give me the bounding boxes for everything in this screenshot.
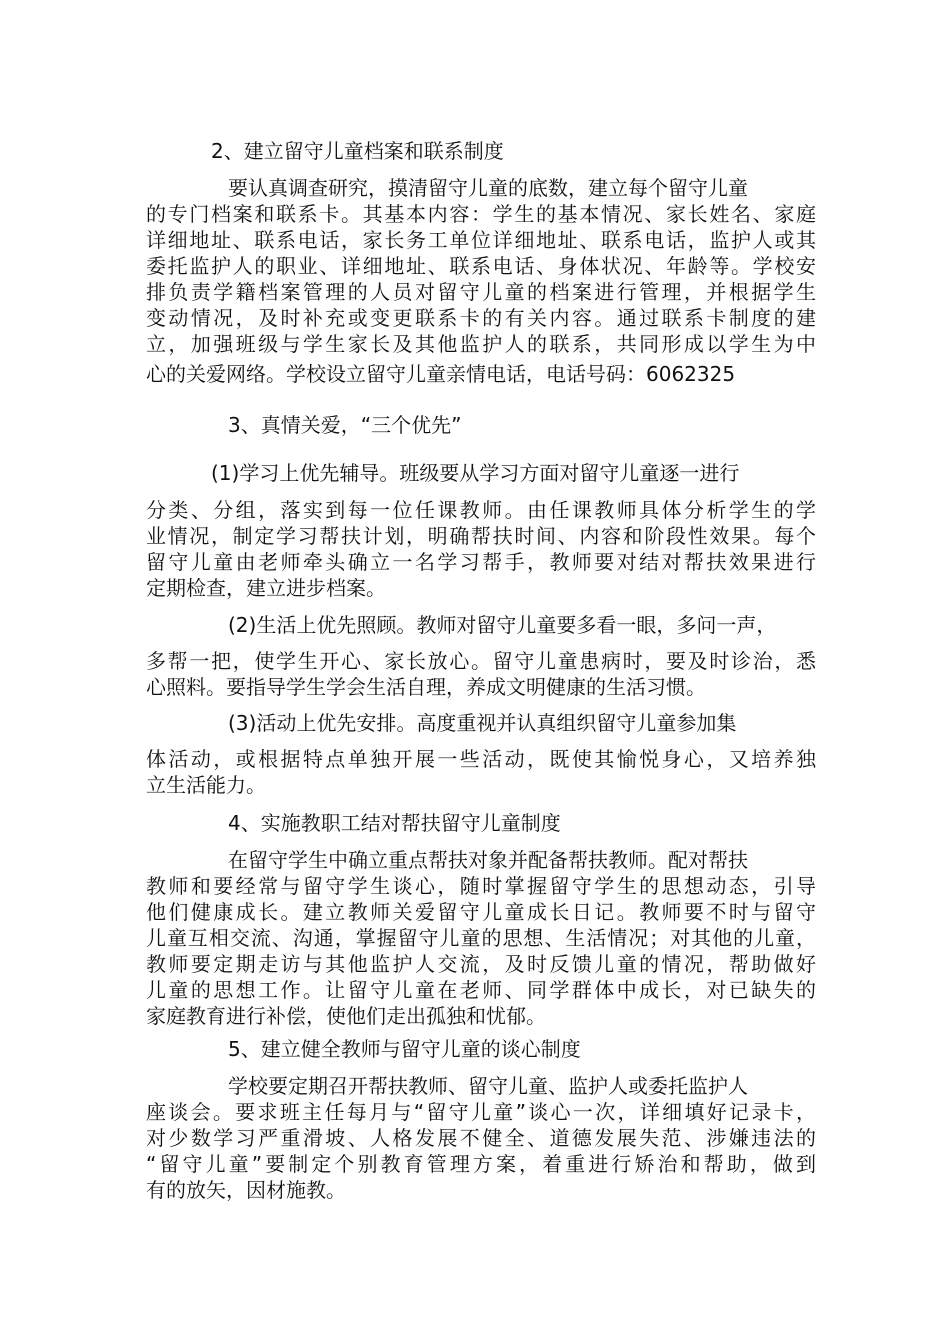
section-heading-2: 2、建立留守儿童档案和联系制度 — [211, 139, 504, 163]
list-item-line: 多帮一把，使学生开心、家长放心。留守儿童患病时，要及时诊治，悉 — [146, 649, 816, 673]
paragraph-line: 心的关爱网络。学校设立留守儿童亲情电话，电话号码：6062325 — [146, 362, 736, 386]
paragraph-line: 委托监护人的职业、详细地址、联系电话、身体状况、年龄等。学校安 — [146, 254, 816, 278]
paragraph-line: 家庭教育进行补偿，使他们走出孤独和忧郁。 — [146, 1004, 546, 1028]
paragraph-line: 立，加强班级与学生家长及其他监护人的联系，共同形成以学生为中 — [146, 332, 816, 356]
paragraph-line: 座谈会。要求班主任每月与“留守儿童”谈心一次，详细填好记录卡， — [146, 1100, 816, 1124]
list-item-line: 体活动，或根据特点单独开展一些活动，既使其愉悦身心，又培养独 — [146, 747, 816, 771]
paragraph-line: 儿童互相交流、沟通，掌握留守儿童的思想、生活情况；对其他的儿童， — [146, 926, 816, 950]
paragraph-line: 教师和要经常与留守学生谈心，随时掌握留守学生的思想动态，引导 — [146, 874, 816, 898]
paragraph-line: 教师要定期走访与其他监护人交流，及时反馈儿童的情况，帮助做好 — [146, 952, 816, 976]
list-item-line: 留守儿童由老师牵头确立一名学习帮手，教师要对结对帮扶效果进行 — [146, 550, 816, 574]
paragraph-line: 在留守学生中确立重点帮扶对象并配备帮扶教师。配对帮扶 — [228, 848, 748, 872]
paragraph-line: 他们健康成长。建立教师关爱留守儿童成长日记。教师要不时与留守 — [146, 900, 816, 924]
paragraph-line: 学校要定期召开帮扶教师、留守儿童、监护人或委托监护人 — [228, 1074, 748, 1098]
list-item-line: (2)生活上优先照顾。教师对留守儿童要多看一眼，多问一声， — [228, 613, 777, 637]
paragraph-line: 有的放矢，因材施教。 — [146, 1178, 346, 1202]
list-item-line: 定期检查，建立进步档案。 — [146, 576, 386, 600]
list-item-line: 业情况，制定学习帮扶计划，明确帮扶时间、内容和阶段性效果。每个 — [146, 524, 816, 548]
paragraph-line: 变动情况，及时补充或变更联系卡的有关内容。通过联系卡制度的建 — [146, 306, 816, 330]
list-item-line: 立生活能力。 — [146, 773, 266, 797]
list-item-line: 分类、分组，落实到每一位任课教师。由任课教师具体分析学生的学 — [146, 498, 816, 522]
list-item-line: (1)学习上优先辅导。班级要从学习方面对留守儿童逐一进行 — [211, 461, 740, 485]
list-item-line: 心照料。要指导学生学会生活自理，养成文明健康的生活习惯。 — [146, 675, 706, 699]
paragraph-line: 儿童的思想工作。让留守儿童在老师、同学群体中成长，对已缺失的 — [146, 978, 816, 1002]
paragraph-line: 对少数学习严重滑坡、人格发展不健全、道德发展失范、涉嫌违法的 — [146, 1126, 816, 1150]
section-heading-5: 5、建立健全教师与留守儿童的谈心制度 — [228, 1037, 581, 1061]
paragraph-line: “留守儿童”要制定个别教育管理方案，着重进行矫治和帮助，做到 — [146, 1152, 816, 1176]
paragraph-line: 的专门档案和联系卡。其基本内容：学生的基本情况、家长姓名、家庭 — [146, 202, 816, 226]
list-item-line: (3)活动上优先安排。高度重视并认真组织留守儿童参加集 — [228, 711, 737, 735]
paragraph-line: 排负责学籍档案管理的人员对留守儿童的档案进行管理，并根据学生 — [146, 280, 816, 304]
section-heading-4: 4、实施教职工结对帮扶留守儿童制度 — [228, 811, 561, 835]
paragraph-line: 要认真调查研究，摸清留守儿童的底数，建立每个留守儿童 — [228, 176, 748, 200]
section-heading-3: 3、真情关爱，“三个优先” — [228, 413, 462, 437]
paragraph-line: 详细地址、联系电话，家长务工单位详细地址、联系电话，监护人或其 — [146, 228, 816, 252]
